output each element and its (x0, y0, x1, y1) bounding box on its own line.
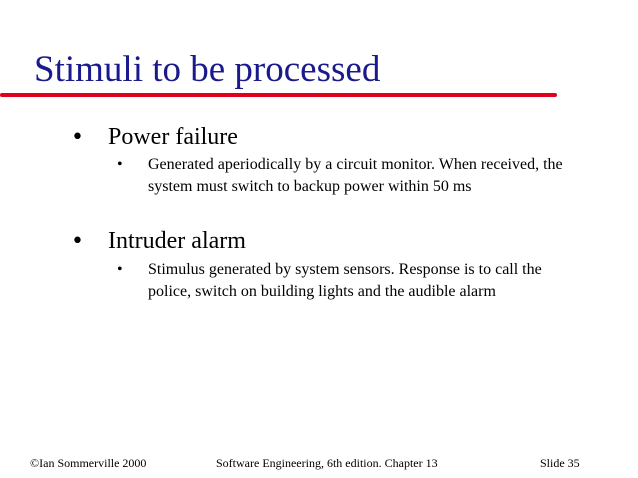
bullet-intruder-alarm: Intruder alarm (108, 228, 246, 254)
sub-bullet-marker: • (117, 261, 123, 278)
bullet-marker: • (71, 125, 84, 150)
sub-bullet-marker: • (117, 156, 123, 173)
title-underline (0, 93, 557, 97)
footer-copyright: ©Ian Sommerville 2000 (30, 456, 147, 470)
sub-bullet-power-failure-detail: Generated aperiodically by a circuit monitor. When received, the system must switch to backup power within 50 ms (148, 156, 563, 195)
footer-slide-number: Slide 35 (540, 456, 580, 470)
sub-bullet-intruder-alarm-detail: Stimulus generated by system sensors. Response is to call the police, switch on building lights and the audible alarm (148, 261, 542, 300)
slide-title: Stimuli to be processed (34, 49, 381, 90)
footer-book-title: Software Engineering, 6th edition. Chapter 13 (216, 456, 438, 470)
bullet-marker: • (71, 229, 84, 254)
bullet-power-failure: Power failure (108, 124, 238, 150)
